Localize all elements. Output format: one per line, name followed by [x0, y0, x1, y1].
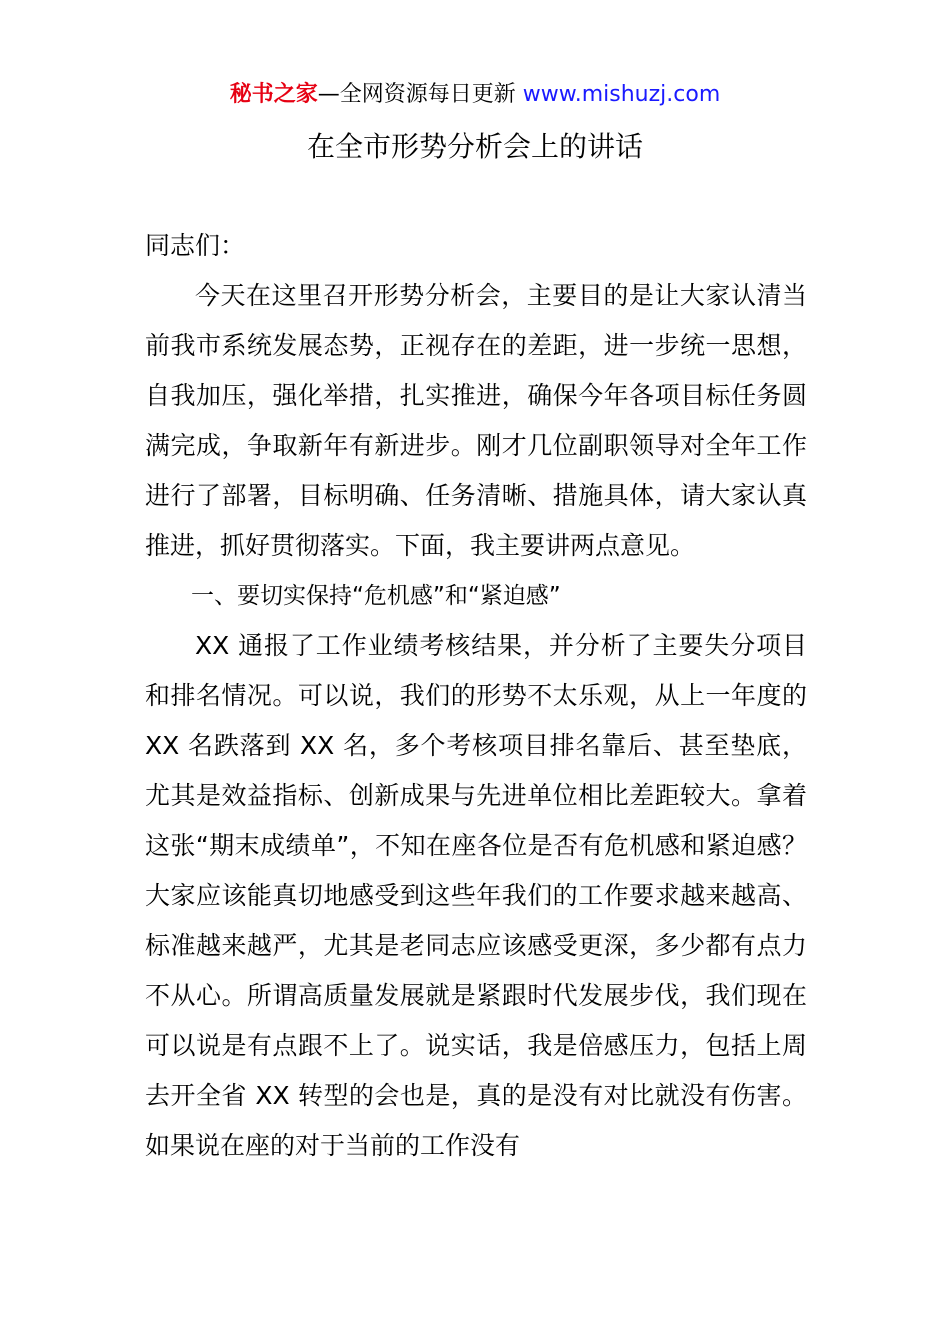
salutation: 同志们： [145, 231, 246, 260]
document-body [145, 221, 807, 1171]
intro-paragraph: 今天在这里召开形势分析会，主要目的是让大家认清当前我市系统发展态势，正视存在的差距，进一步统一思想，自我加压，强化举措，扎实推进，确保今年各项目标任务圆满完成，争取新年有新进步。刚才几位副职领导对全年工作进行了部署，目标明确、任务清晰、措施具体，请大家认真推进，抓好贯彻落实。下面，我主要讲两点意见。 [145, 281, 807, 560]
section-paragraph: XX 通报了工作业绩考核结果，并分析了主要失分项目和排名情况。可以说，我们的形势不太乐观，从上一年度的 XX 名跌落到 XX 名，多个考核项目排名靠后、甚至垫底，尤其是效益指标、创新成果与先进单位相比差距较大。拿着这张“期末成绩单”，不知在座各位是否有危机感和紧迫感？大家应该能真切地感受到这些年我们的工作要求越来越高、标准越来越严，尤其是老同志应该感受更深，多少都有点力不从心。所谓高质量发展就是紧跟时代发展步伐，我们现在可以说是有点跟不上了。说实话，我是倍感压力，包括上周去开全省 XX 转型的会也是，真的是没有对比就没有伤害。如果说在座的对于当前的工作没有 [145, 631, 807, 1160]
site-tagline: —全网资源每日更新 [317, 82, 516, 107]
site-brand: 秘书之家 [229, 82, 318, 107]
site-header [0, 78, 950, 112]
document-title: 在全市形势分析会上的讲话 [306, 130, 643, 163]
section-heading: 一、要切实保持“危机感”和“紧迫感” [191, 583, 561, 609]
site-url[interactable]: www.mishuzj.com [522, 82, 721, 107]
